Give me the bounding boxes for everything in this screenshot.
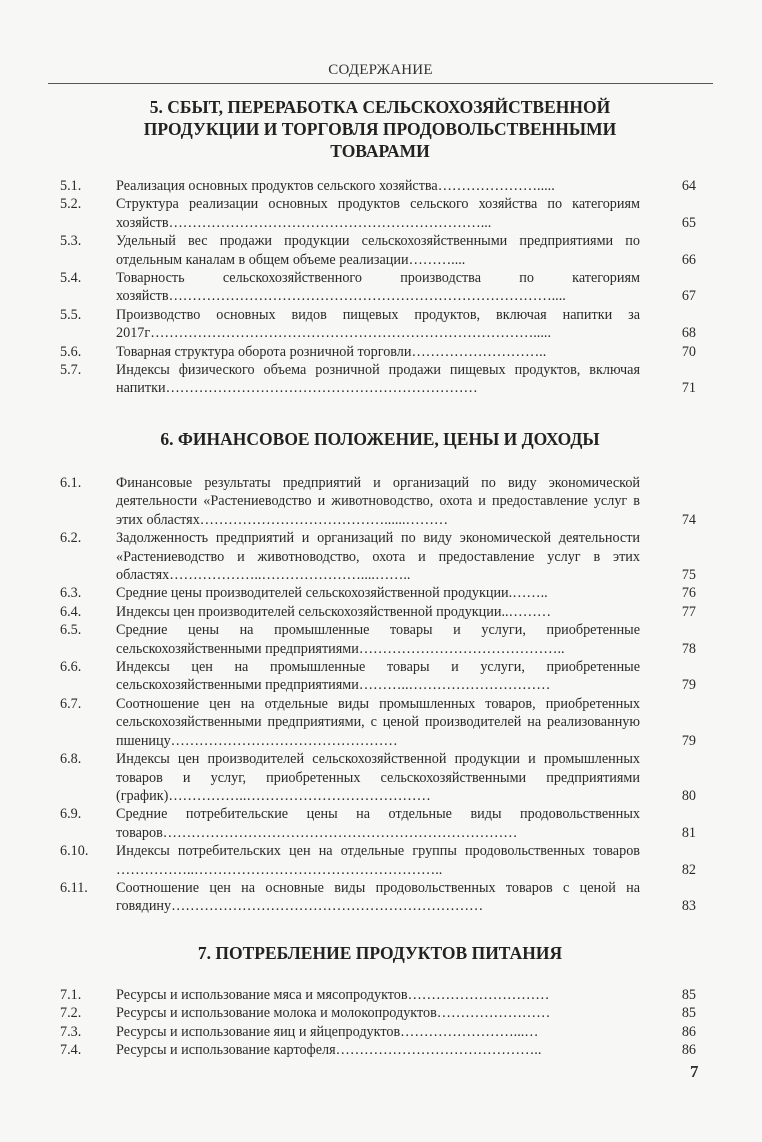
- toc-entry[interactable]: [60, 805, 700, 842]
- toc-entry[interactable]: [60, 842, 700, 879]
- entry-number: 7.4.: [60, 1042, 82, 1059]
- toc-entry[interactable]: [60, 603, 700, 621]
- entry-title: Средние потребительские цены на отдельные виды продовольственных товаров…………………………………………………………………: [116, 806, 640, 841]
- toc-section-7: [60, 986, 700, 1060]
- entry-number: 5.5.: [60, 306, 82, 323]
- entry-title: Удельный вес продажи продукции сельскохозяйственными предприятиями по отдельным каналам в общем объеме реализации………....: [116, 233, 640, 268]
- section-title-line: 6. ФИНАНСОВОЕ ПОЛОЖЕНИЕ, ЦЕНЫ И ДОХОДЫ: [160, 429, 600, 449]
- entry-page: 83: [681, 898, 696, 915]
- entry-title: Индексы цен на промышленные товары и услуги, приобретенные сельскохозяйственными предприятиями………..…………………………: [116, 659, 640, 694]
- entry-number: 6.10.: [60, 843, 89, 860]
- entry-page: 70: [681, 343, 696, 360]
- entry-title: Индексы физического объема розничной продажи пищевых продуктов, включая напитки…………………………………………………………: [116, 362, 640, 397]
- entry-number: 5.2.: [60, 196, 82, 213]
- entry-page: 68: [681, 325, 696, 342]
- entry-title: Структура реализации основных продуктов сельского хозяйства по категориям хозяйств…………………………………………………………...: [116, 196, 640, 231]
- section-title-line: ПРОДУКЦИИ И ТОРГОВЛЯ ПРОДОВОЛЬСТВЕННЫМИ: [143, 119, 617, 139]
- entry-number: 6.5.: [60, 622, 82, 639]
- entry-number: 5.7.: [60, 362, 82, 379]
- entry-page: 85: [681, 1005, 696, 1022]
- entry-page: 67: [681, 288, 696, 305]
- toc-entry[interactable]: [60, 474, 700, 529]
- toc-section-5: [60, 177, 700, 398]
- entry-number: 6.9.: [60, 806, 82, 823]
- entry-title: Ресурсы и использование мяса и мясопродуктов…………………………: [116, 987, 550, 1003]
- entry-number: 6.8.: [60, 751, 82, 768]
- entry-title: Товарность сельскохозяйственного производства по категориям хозяйств………………………………………………………………………....: [116, 270, 640, 305]
- toc-entry[interactable]: [60, 177, 700, 195]
- header-rule: [48, 83, 713, 84]
- entry-page: 78: [681, 640, 696, 657]
- entry-number: 6.6.: [60, 659, 82, 676]
- entry-number: 6.7.: [60, 695, 82, 712]
- toc-entry[interactable]: [60, 343, 700, 361]
- entry-number: 5.4.: [60, 270, 82, 287]
- entry-number: 7.3.: [60, 1023, 82, 1040]
- entry-page: 79: [681, 732, 696, 749]
- toc-entry[interactable]: [60, 1023, 700, 1041]
- entry-title: Реализация основных продуктов сельского хозяйства………………….....: [116, 178, 555, 194]
- entry-page: 77: [681, 603, 696, 620]
- entry-title: Ресурсы и использование молока и молокопродуктов……………………: [116, 1005, 551, 1022]
- entry-page: 86: [681, 1023, 696, 1040]
- entry-page: 71: [681, 380, 696, 397]
- entry-title: Средние цены производителей сельскохозяйственной продукции.……..: [116, 585, 548, 602]
- entry-number: 7.2.: [60, 1005, 82, 1022]
- toc-entry[interactable]: [60, 695, 700, 750]
- section-6-title: [60, 428, 700, 450]
- entry-number: 5.6.: [60, 343, 82, 360]
- entry-page: 65: [681, 214, 696, 231]
- entry-number: 6.2.: [60, 530, 82, 547]
- entry-title: Индексы цен производителей сельскохозяйственной продукции..………: [116, 603, 552, 620]
- entry-page: 80: [681, 787, 696, 804]
- entry-number: 6.1.: [60, 475, 82, 491]
- entry-number: 6.4.: [60, 603, 82, 620]
- entry-page: 74: [681, 511, 696, 528]
- section-7-title: [60, 942, 700, 964]
- toc-entry[interactable]: [60, 195, 700, 232]
- entry-page: 81: [681, 824, 696, 841]
- entry-page: 76: [681, 585, 696, 602]
- section-5-title: [60, 96, 700, 162]
- toc-entry[interactable]: [60, 232, 700, 269]
- entry-number: 6.11.: [60, 879, 88, 896]
- entry-number: 7.1.: [60, 987, 82, 1003]
- entry-page: 79: [681, 677, 696, 694]
- toc-entry[interactable]: [60, 1004, 700, 1022]
- toc-entry[interactable]: [60, 879, 700, 916]
- entry-title: Индексы цен производителей сельскохозяйственной продукции и промышленных товаров и услуг, приобретенных сельскохозяйственными предприятиями (график)……………..…………………………………: [116, 751, 640, 804]
- entry-title: Соотношение цен на отдельные виды промышленных товаров, приобретенных сельскохозяйственными предприятиями, с ценой производителей на реализованную пшеницу…………………………………………: [116, 695, 640, 749]
- toc-section-6: [60, 474, 700, 916]
- toc-entry[interactable]: [60, 986, 700, 1004]
- entry-number: 5.1.: [60, 178, 82, 194]
- entry-page: 66: [681, 251, 696, 268]
- page-header: СОДЕРЖАНИЕ: [328, 62, 433, 78]
- toc-entry[interactable]: [60, 1041, 700, 1059]
- toc-entry[interactable]: [60, 361, 700, 398]
- page-number: 7: [690, 1062, 699, 1081]
- entry-page: 64: [681, 178, 696, 194]
- entry-title: Ресурсы и использование яиц и яйцепродуктов……………………...…: [116, 1023, 539, 1040]
- section-title-line: 5. СБЫТ, ПЕРЕРАБОТКА СЕЛЬСКОХОЗЯЙСТВЕННОЙ: [149, 97, 611, 117]
- entry-page: 75: [681, 567, 696, 584]
- toc-entry[interactable]: [60, 269, 700, 306]
- section-title-line: 7. ПОТРЕБЛЕНИЕ ПРОДУКТОВ ПИТАНИЯ: [197, 943, 563, 963]
- entry-title: Индексы потребительских цен на отдельные группы продовольственных товаров ……………..……………………………………………..: [116, 843, 640, 878]
- entry-title: Ресурсы и использование картофеля……………………………………..: [116, 1042, 542, 1059]
- entry-title: Соотношение цен на основные виды продовольственных товаров с ценой на говядину…………………………………………………………: [116, 879, 640, 915]
- toc-entry[interactable]: [60, 621, 700, 658]
- entry-page: 85: [681, 987, 696, 1003]
- toc-entry[interactable]: [60, 306, 700, 343]
- toc-entry[interactable]: [60, 584, 700, 602]
- toc-entry[interactable]: [60, 529, 700, 584]
- entry-title: Товарная структура оборота розничной торговли………………………..: [116, 343, 547, 360]
- section-title-line: ТОВАРАМИ: [330, 141, 430, 161]
- entry-number: 6.3.: [60, 585, 82, 602]
- entry-title: Задолженность предприятий и организаций по виду экономической деятельности «Растениеводство и животноводство, охота и предоставление услуг в этих областях………………..…………………....……..: [116, 530, 640, 584]
- toc-entry[interactable]: [60, 750, 700, 805]
- entry-page: 86: [681, 1042, 696, 1059]
- entry-page: 82: [681, 861, 696, 878]
- entry-number: 5.3.: [60, 233, 82, 250]
- entry-title: Финансовые результаты предприятий и организаций по виду экономической деятельности «Растениеводство и животноводство, охота и предоставление услуг в этих областях…………………………………......………: [116, 475, 640, 528]
- entry-title: Производство основных видов пищевых продуктов, включая напитки за 2017г……………………………………………………………………….....: [116, 306, 640, 342]
- toc-entry[interactable]: [60, 658, 700, 695]
- entry-title: Средние цены на промышленные товары и услуги, приобретенные сельскохозяйственными предприятиями……………………………………..: [116, 622, 640, 657]
